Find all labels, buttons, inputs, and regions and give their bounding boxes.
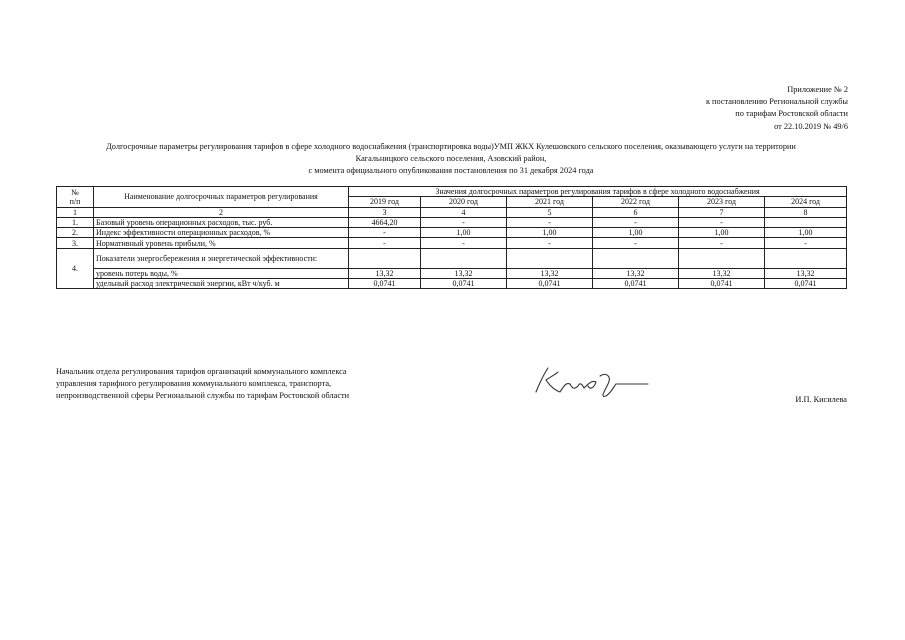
value-cell	[765, 248, 847, 268]
value-cell: -	[507, 238, 593, 248]
header-parameter-name: Наименование долгосрочных параметров регулирования	[94, 187, 349, 208]
value-cell: 13,32	[349, 268, 421, 278]
appendix-date: от 22.10.2019 № 49/6	[774, 121, 848, 131]
value-cell: -	[593, 238, 679, 248]
appendix-reference: к постановлению Региональной службы	[705, 97, 848, 107]
value-cell: 4664,20	[349, 217, 421, 227]
table-row	[57, 248, 847, 268]
signatory-position	[56, 366, 416, 402]
position-line-3: непроизводственной сферы Региональной службы по тарифам Ростовской области	[56, 391, 350, 400]
signer-name: И.П. Кисилева	[795, 395, 847, 404]
header-values: Значения долгосрочных параметров регулирования тарифов в сфере холодного водоснабжения	[349, 187, 847, 197]
title-line-2: Кагальницкого сельского поселения, Азовский район,	[355, 153, 547, 163]
table-row	[57, 279, 847, 289]
value-cell: 0,0741	[679, 279, 765, 289]
value-cell: -	[593, 217, 679, 227]
value-cell: 1,00	[507, 228, 593, 238]
value-cell: 13,32	[593, 268, 679, 278]
index-cell: 4	[421, 207, 507, 217]
year-cell: 2021 год	[507, 197, 593, 207]
value-cell: -	[679, 238, 765, 248]
value-cell	[765, 217, 847, 227]
value-cell: 0,0741	[421, 279, 507, 289]
value-cell: -	[679, 217, 765, 227]
value-cell: 0,0741	[593, 279, 679, 289]
header-row-1	[57, 187, 847, 197]
value-cell	[593, 248, 679, 268]
year-cell: 2023 год	[679, 197, 765, 207]
appendix-number: Приложение № 2	[787, 85, 848, 94]
index-cell: 5	[507, 207, 593, 217]
value-cell: 1,00	[593, 228, 679, 238]
table-row	[57, 217, 847, 227]
row-parameter-name: Показатели энергосбережения и энергетической эффективности:	[94, 248, 349, 268]
parameters-table	[56, 186, 847, 289]
title-line-1: Долгосрочные параметры регулирования тарифов в сфере холодного водоснабжения (транспортировка воды)УМП ЖКХ Кулешовского сельского поселения, оказывающего услуги на территории	[106, 142, 796, 151]
value-cell: 0,0741	[349, 279, 421, 289]
value-cell: 1,00	[765, 228, 847, 238]
value-cell: 13,32	[421, 268, 507, 278]
index-cell: 1	[57, 207, 94, 217]
value-cell: 0,0741	[507, 279, 593, 289]
value-cell: 13,32	[765, 268, 847, 278]
row-number: 2.	[57, 228, 94, 238]
index-cell: 3	[349, 207, 421, 217]
value-cell: 13,32	[507, 268, 593, 278]
year-cell: 2020 год	[421, 197, 507, 207]
value-cell	[507, 248, 593, 268]
value-cell: -	[765, 238, 847, 248]
row-parameter-name: Нормативный уровень прибыли, %	[94, 238, 349, 248]
value-cell: 13,32	[679, 268, 765, 278]
value-cell: 0,0741	[765, 279, 847, 289]
appendix-header	[588, 84, 848, 133]
header-number: № п/п	[57, 187, 94, 208]
value-cell: -	[507, 217, 593, 227]
value-cell: -	[349, 238, 421, 248]
row-parameter-name: Базовый уровень операционных расходов, тыс. руб.	[94, 217, 349, 227]
index-cell: 2	[94, 207, 349, 217]
document-title	[56, 141, 846, 176]
index-cell: 6	[593, 207, 679, 217]
value-cell: -	[421, 217, 507, 227]
year-cell: 2024 год	[765, 197, 847, 207]
value-cell	[421, 248, 507, 268]
column-index-row	[57, 207, 847, 217]
row-parameter-name: удельный расход электрической энергии, кВт ч/куб. м	[94, 279, 349, 289]
value-cell	[349, 248, 421, 268]
row-number: 1.	[57, 217, 94, 227]
table-row	[57, 238, 847, 248]
appendix-authority: по тарифам Ростовской области	[735, 109, 848, 119]
value-cell: -	[349, 228, 421, 238]
row-number: 3.	[57, 238, 94, 248]
year-cell: 2019 год	[349, 197, 421, 207]
table-row	[57, 228, 847, 238]
value-cell: -	[421, 238, 507, 248]
position-line-2: управления тарифного регулирования коммунального комплекса, транспорта,	[56, 379, 332, 388]
row-parameter-name: уровень потерь воды, %	[94, 268, 349, 278]
index-cell: 8	[765, 207, 847, 217]
handwritten-signature	[530, 362, 650, 402]
table-row	[57, 268, 847, 278]
value-cell: 1,00	[421, 228, 507, 238]
row-number: 4.	[57, 248, 94, 289]
value-cell	[679, 248, 765, 268]
row-parameter-name: Индекс эффективности операционных расходов, %	[94, 228, 349, 238]
value-cell: 1,00	[679, 228, 765, 238]
title-line-3: с момента официального опубликования постановления по 31 декабря 2024 года	[308, 165, 594, 175]
index-cell: 7	[679, 207, 765, 217]
year-cell: 2022 год	[593, 197, 679, 207]
position-line-1: Начальник отдела регулирования тарифов организаций коммунального комплекса	[56, 367, 347, 376]
